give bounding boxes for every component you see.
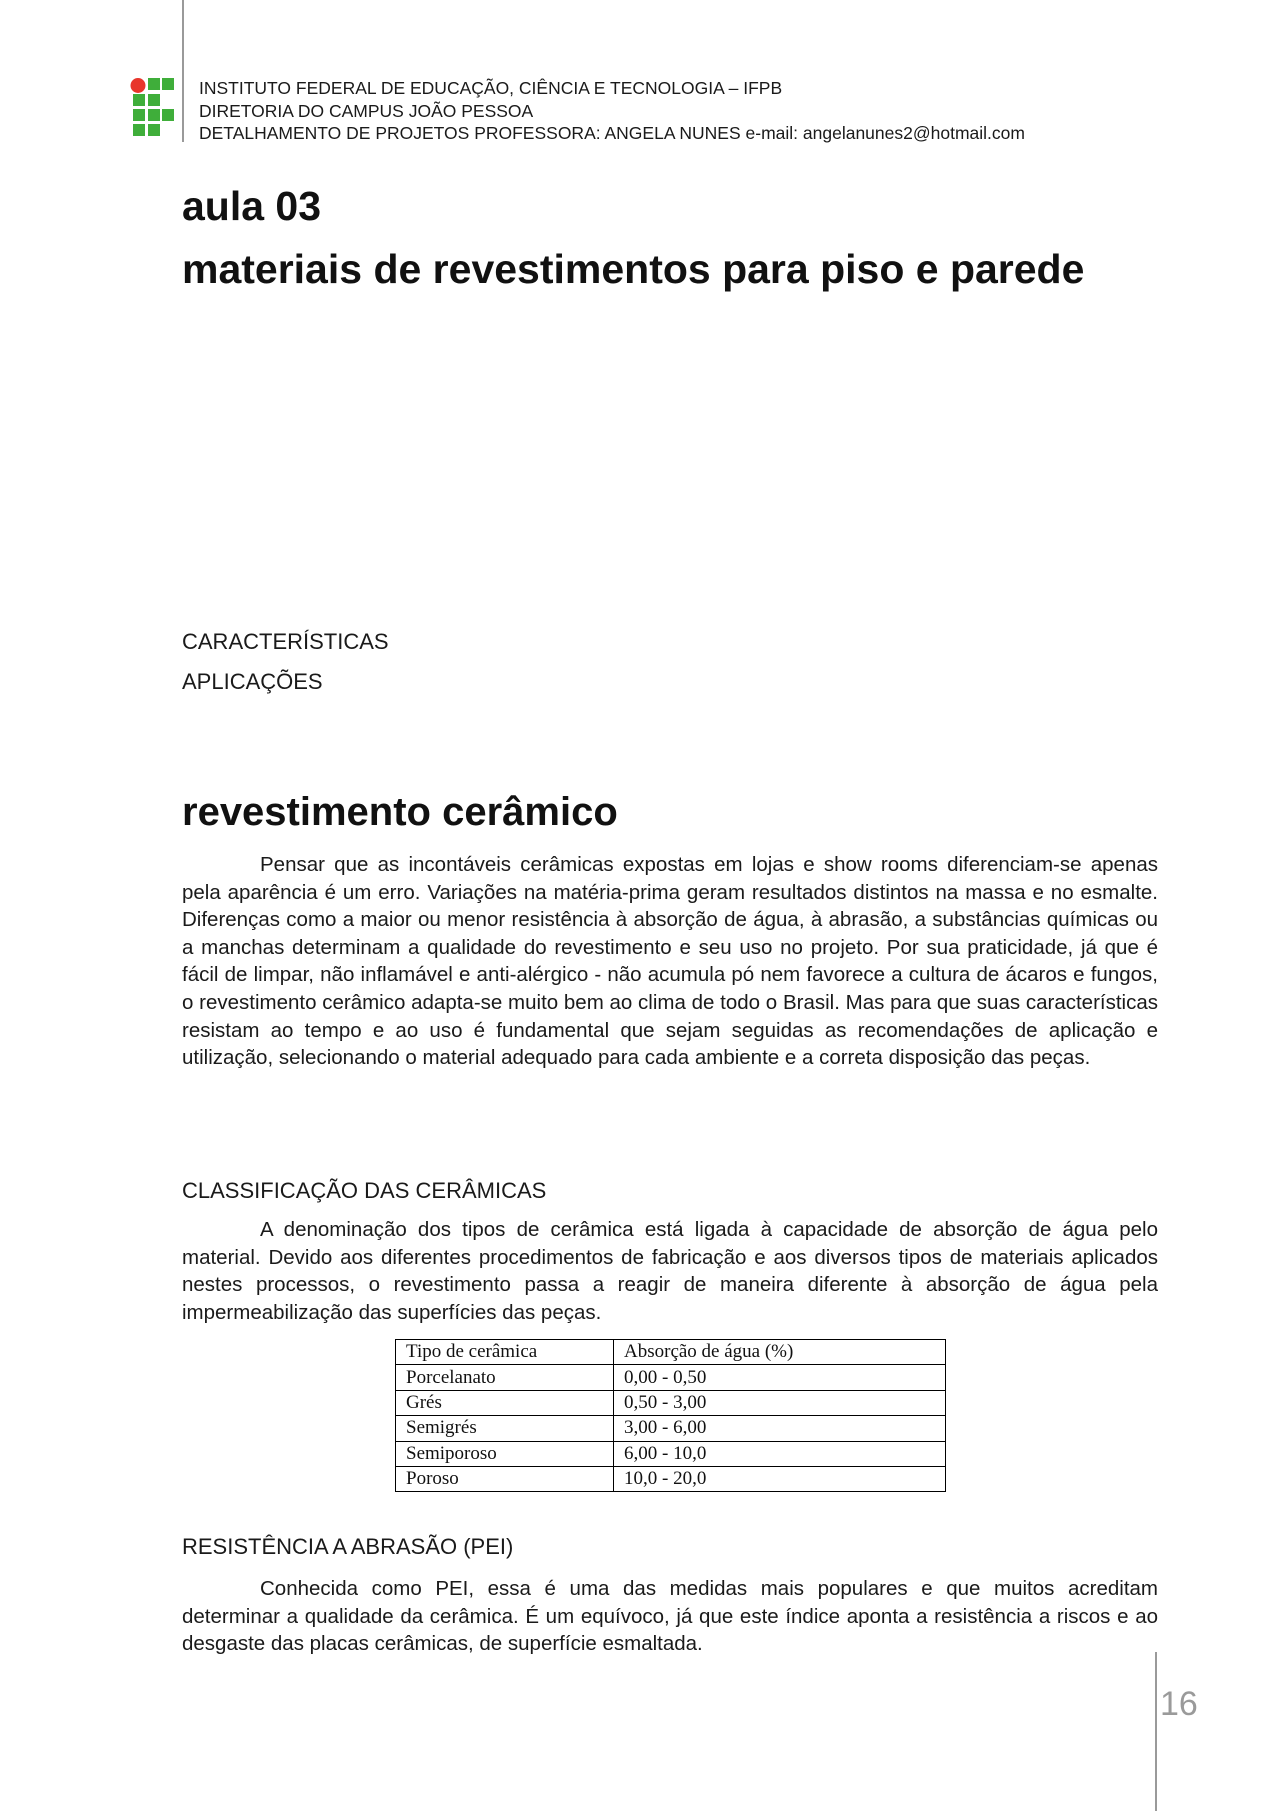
section-heading-classificacao: CLASSIFICAÇÃO DAS CERÂMICAS <box>182 1178 547 1203</box>
table-header-cell: Absorção de água (%) <box>614 1340 946 1365</box>
section-body-revestimento-ceramico <box>182 851 1158 1072</box>
lesson-title: aula 03 <box>182 183 322 229</box>
table-cell: 6,00 - 10,0 <box>614 1441 946 1466</box>
header-line-institute: INSTITUTO FEDERAL DE EDUCAÇÃO, CIÊNCIA E TECNOLOGIA – IFPB <box>199 78 783 98</box>
ifpb-logo-icon <box>130 78 178 143</box>
table-header-row <box>396 1340 946 1365</box>
table-cell: 0,50 - 3,00 <box>614 1390 946 1415</box>
subject-title: materiais de revestimentos para piso e parede <box>182 246 1085 292</box>
label-caracteristicas: CARACTERÍSTICAS <box>182 629 389 654</box>
table-row <box>396 1416 946 1441</box>
table-cell: 10,0 - 20,0 <box>614 1466 946 1491</box>
section-body-resistencia-abrasao <box>182 1575 1158 1658</box>
absorption-table <box>395 1339 946 1492</box>
page-number: 16 <box>1160 1685 1198 1723</box>
table-header-cell: Tipo de cerâmica <box>396 1340 614 1365</box>
header-line-campus: DIRETORIA DO CAMPUS JOÃO PESSOA <box>199 100 534 121</box>
table-cell: Semigrés <box>396 1416 614 1441</box>
table-row <box>396 1365 946 1390</box>
paragraph-text: Conhecida como PEI, essa é uma das medidas mais populares e que muitos acreditam determinar a qualidade da cerâmica. É um equívoco, já que este índice aponta a resistência a riscos e ao desgaste das placas cerâmicas, de superfície esmaltada. <box>182 1577 1158 1656</box>
header-divider <box>182 0 184 142</box>
section-heading-resistencia-abrasao: RESISTÊNCIA A ABRASÃO (PEI) <box>182 1534 514 1559</box>
table-cell: Semiporoso <box>396 1441 614 1466</box>
table-cell: Poroso <box>396 1466 614 1491</box>
table-cell: 3,00 - 6,00 <box>614 1416 946 1441</box>
section-body-classificacao <box>182 1216 1158 1326</box>
table-cell: Grés <box>396 1390 614 1415</box>
header-line-course: DETALHAMENTO DE PROJETOS PROFESSORA: ANGELA NUNES e-mail: angelanunes2@hotmail.com <box>199 123 1025 143</box>
table-row <box>396 1466 946 1491</box>
table-cell: 0,00 - 0,50 <box>614 1365 946 1390</box>
table-row <box>396 1441 946 1466</box>
paragraph-text: A denominação dos tipos de cerâmica está ligada à capacidade de absorção de água pelo material. Devido aos diferentes procedimentos de fabricação e aos diversos tipos de materiais aplicados nestes processos, o revestimento passa a reagir de maneira diferente à absorção de água pela impermeabilização das superfícies das peças. <box>182 1218 1158 1324</box>
label-aplicacoes: APLICAÇÕES <box>182 669 323 694</box>
footer-divider <box>1155 1652 1157 1811</box>
table-cell: Porcelanato <box>396 1365 614 1390</box>
institution-header <box>199 77 1025 145</box>
paragraph-text: Pensar que as incontáveis cerâmicas expostas em lojas e show rooms diferenciam-se apenas pela aparência é um erro. Variações na matéria-prima geram resultados distintos na massa e no esmalte. Diferenças como a maior ou menor resistência à absorção de água, à abrasão, a substâncias químicas ou a manchas determinam a qualidade do revestimento e seu uso no projeto. Por sua praticidade, já que é fácil de limpar, não inflamável e anti-alérgico - não acumula pó nem favorece a cultura de ácaros e fungos, o revestimento cerâmico adapta-se muito bem ao clima de todo o Brasil. Mas para que suas características resistam ao tempo e ao uso é fundamental que sejam seguidas as recomendações de aplicação e utilização, selecionando o material adequado para cada ambiente e a correta disposição das peças. <box>182 853 1158 1070</box>
table-row <box>396 1390 946 1415</box>
section-heading-revestimento-ceramico: revestimento cerâmico <box>182 790 618 834</box>
